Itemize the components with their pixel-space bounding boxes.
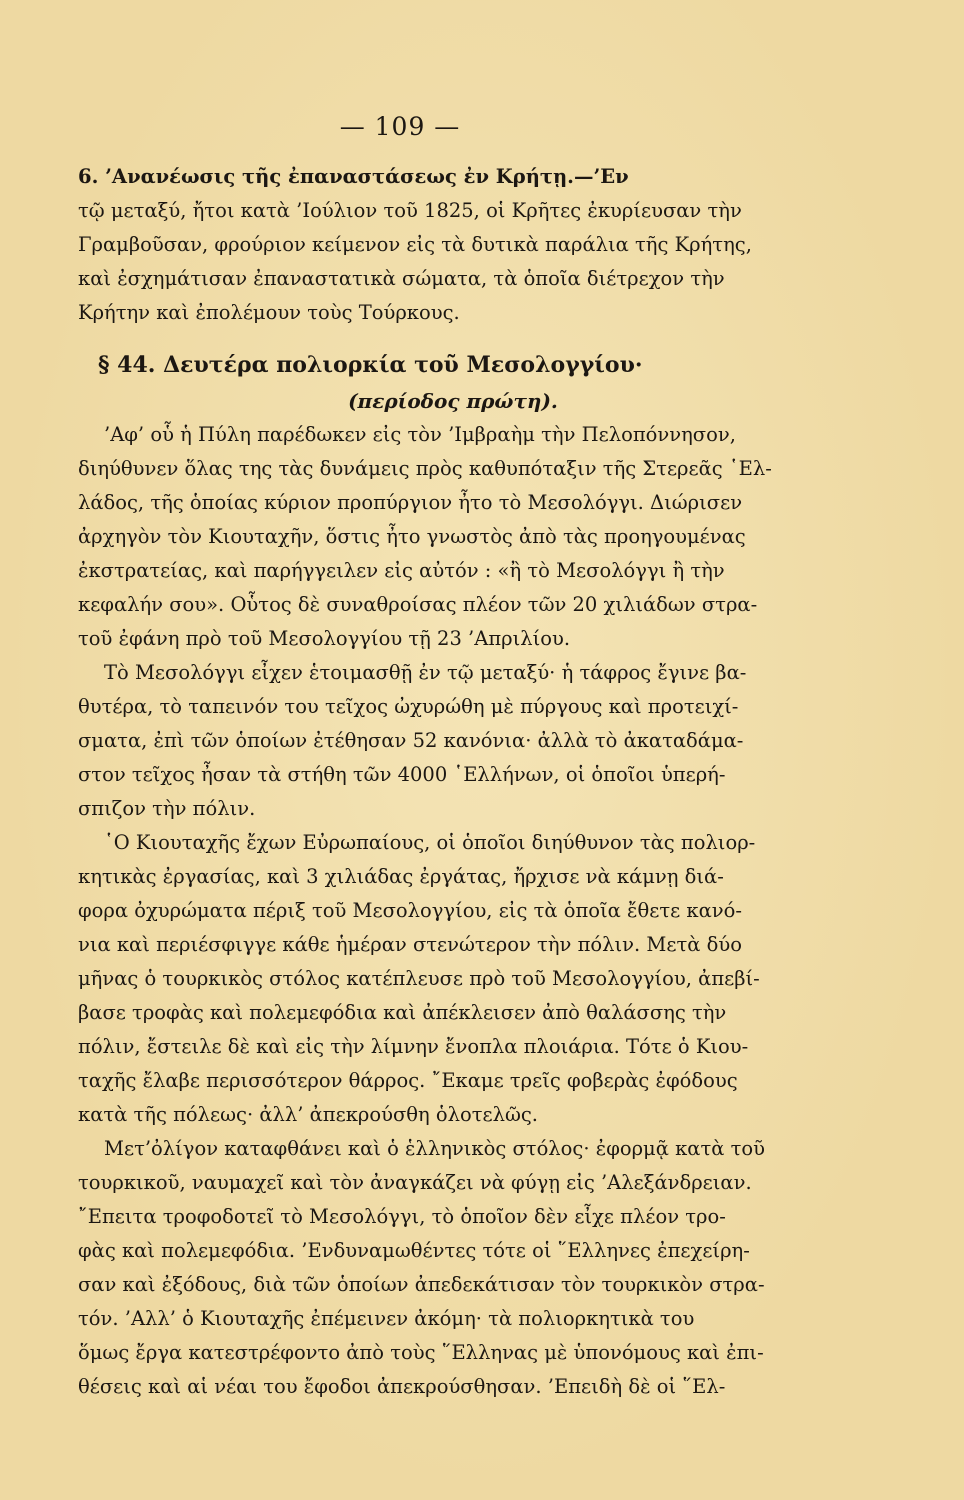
text-line: σαν καὶ ἐξόδους, διὰ τῶν ὁποίων ἀπεδεκάτισαν τὸν τουρκικὸν στρα- — [78, 1273, 765, 1296]
text-line: μῆνας ὁ τουρκικὸς στόλος κατέπλευσε πρὸ τοῦ Μεσολογγίου, ἀπεβί- — [78, 967, 760, 990]
text-line: νια καὶ περιέσφιγγε κάθε ἡμέραν στενώτερον τὴν πόλιν. Μετὰ δύο — [78, 933, 742, 956]
text-line: στον τεῖχος ἦσαν τὰ στήθη τῶν 4000 ῾Ελλήνων, οἱ ὁποῖοι ὑπερή- — [78, 763, 726, 786]
text-line: βασε τροφὰς καὶ πολεμεφόδια καὶ ἀπέκλεισεν ἀπὸ θαλάσσης τὴν — [78, 1001, 727, 1024]
text-line: κητικὰς ἐργασίας, καὶ 3 χιλιάδας ἐργάτας, ἤρχισε νὰ κάμνῃ διά- — [78, 865, 724, 888]
text-line: κεφαλήν σου». Οὗτος δὲ συναθροίσας πλέον τῶν 20 χιλιάδων στρα- — [78, 593, 758, 616]
text-line: καὶ ἐσχημάτισαν ἐπαναστατικὰ σώματα, τὰ ὁποῖα διέτρεχον τὴν — [78, 267, 725, 290]
text-line: ῾Ο Κιουταχῆς ἔχων Εὐρωπαίους, οἱ ὁποῖοι διηύθυνον τὰς πολιορ- — [104, 831, 756, 854]
text-line: ἀρχηγὸν τὸν Κιουταχῆν, ὅστις ἦτο γνωστὸς ἀπὸ τὰς προηγουμένας — [78, 525, 746, 548]
text-line: διηύθυνεν ὅλας της τὰς δυνάμεις πρὸς καθυπόταξιν τῆς Στερεᾶς ῾Ελ- — [78, 457, 772, 480]
text-line: 6. ’Ανανέωσις τῆς ἐπαναστάσεως ἐν Κρήτῃ.—’Εν — [78, 165, 629, 188]
text-line: κατὰ τῆς πόλεως· ἀλλ’ ἀπεκρούσθη ὁλοτελῶς. — [78, 1103, 538, 1126]
text-line: τοῦ ἐφάνη πρὸ τοῦ Μεσολογγίου τῇ 23 ’Απριλίου. — [78, 627, 571, 650]
section-subheading: (περίοδος πρώτη). — [348, 389, 558, 413]
text-line: Κρήτην καὶ ἐπολέμουν τοὺς Τούρκους. — [78, 301, 460, 324]
text-line: θέσεις καὶ αἱ νέαι του ἔφοδοι ἀπεκρούσθησαν. ’Επειδὴ δὲ οἱ ῞Ελ- — [78, 1375, 726, 1398]
text-line: ’Αφ’ οὗ ἡ Πύλη παρέδωκεν εἰς τὸν ’Ιμβραὴμ τὴν Πελοπόννησον, — [104, 423, 736, 446]
text-line: ταχῆς ἔλαβε περισσότερον θάρρος. ῎Εκαμε τρεῖς φοβερὰς ἐφόδους — [78, 1069, 738, 1092]
text-line: ἐκστρατείας, καὶ παρήγγειλεν εἰς αὐτόν : «ἢ τὸ Μεσολόγγι ἢ τὴν — [78, 559, 725, 582]
body-text — [78, 160, 798, 1404]
text-line: Τὸ Μεσολόγγι εἶχεν ἑτοιμασθῇ ἐν τῷ μεταξύ· ἡ τάφρος ἔγινε βα- — [104, 661, 747, 684]
text-line: τόν. ’Αλλ’ ὁ Κιουταχῆς ἐπέμεινεν ἀκόμη· τὰ πολιορκητικὰ του — [78, 1307, 695, 1330]
text-line: φὰς καὶ πολεμεφόδια. ’Ενδυναμωθέντες τότε οἱ ῞Ελληνες ἐπεχείρη- — [78, 1239, 750, 1262]
text-line: θυτέρα, τὸ ταπεινόν του τεῖχος ὠχυρώθη μὲ πύργους καὶ προτειχί- — [78, 695, 739, 718]
text-line: ὅμως ἔργα κατεστρέφοντο ἀπὸ τοὺς ῞Ελληνας μὲ ὑπονόμους καὶ ἐπι- — [78, 1341, 764, 1364]
text-line: φορα ὀχυρώματα πέριξ τοῦ Μεσολογγίου, εἰς τὰ ὁποῖα ἔθετε κανό- — [78, 899, 742, 922]
text-line: σπιζον τὴν πόλιν. — [78, 797, 256, 820]
text-line: πόλιν, ἔστειλε δὲ καὶ εἰς τὴν λίμνην ἔνοπλα πλοιάρια. Τότε ὁ Κιου- — [78, 1035, 749, 1058]
text-line: σματα, ἐπὶ τῶν ὁποίων ἐτέθησαν 52 κανόνια· ἀλλὰ τὸ ἀκαταδάμα- — [78, 729, 744, 752]
text-line: Γραμβοῦσαν, φρούριον κείμενον εἰς τὰ δυτικὰ παράλια τῆς Κρήτης, — [78, 233, 752, 256]
page-number: — 109 — — [339, 112, 461, 141]
text-line: τουρκικοῦ, ναυμαχεῖ καὶ τὸν ἀναγκάζει νὰ φύγῃ εἰς ’Αλεξάνδρειαν. — [78, 1171, 752, 1194]
section-heading: § 44. Δευτέρα πολιορκία τοῦ Μεσολογγίου· — [98, 352, 643, 378]
text-line: λάδος, τῆς ὁποίας κύριον προπύργιον ἦτο τὸ Μεσολόγγι. Διώρισεν — [78, 491, 743, 514]
text-line: ῎Επειτα τροφοδοτεῖ τὸ Μεσολόγγι, τὸ ὁποῖον δὲν εἶχε πλέον τρο- — [78, 1205, 726, 1228]
text-line: Μετ’ὀλίγον καταφθάνει καὶ ὁ ἑλληνικὸς στόλος· ἐφορμᾷ κατὰ τοῦ — [104, 1137, 765, 1160]
text-line: τῷ μεταξύ, ἤτοι κατὰ ’Ιούλιον τοῦ 1825, οἱ Κρῆτες ἐκυρίευσαν τὴν — [78, 199, 742, 222]
